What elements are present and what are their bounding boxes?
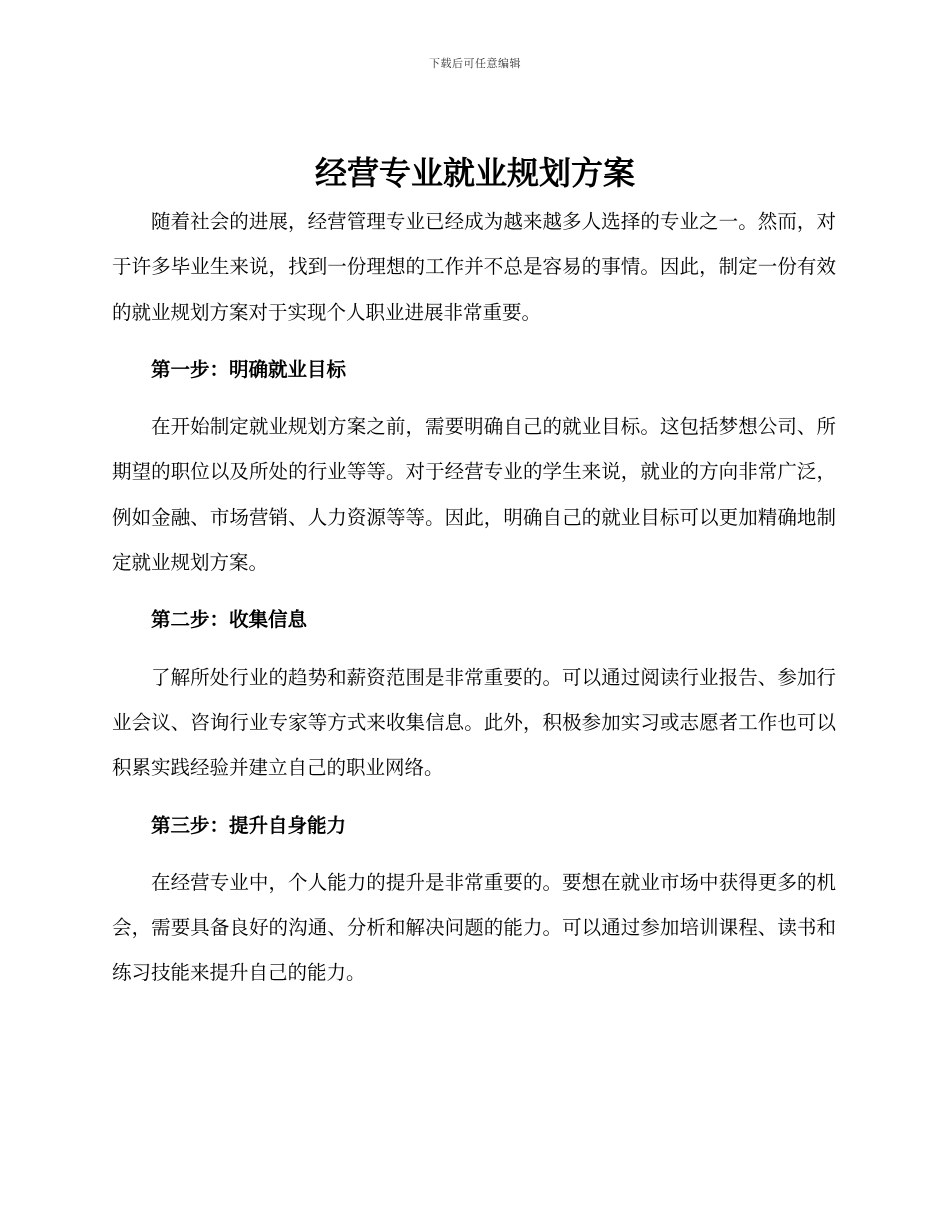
section-step-2 [112,597,836,790]
section-paragraph: 了解所处行业的趋势和薪资范围是非常重要的。可以通过阅读行业报告、参加行业会议、咨询行业专家等方式来收集信息。此外，积极参加实习或志愿者工作也可以积累实践经验并建立自己的职业网络。 [112,665,836,780]
intro-paragraph: 随着社会的进展，经营管理专业已经成为越来越多人选择的专业之一。然而，对于许多毕业生来说，找到一份理想的工作并不总是容易的事情。因此，制定一份有效的就业规划方案对于实现个人职业进展非常重要。 [112,210,836,324]
section-step-1 [112,347,836,585]
section-paragraph: 在开始制定就业规划方案之前，需要明确自己的就业目标。这包括梦想公司、所期望的职位以及所处的行业等等。对于经营专业的学生来说，就业的方向非常广泛，例如金融、市场营销、人力资源等等。因此，明确自己的就业目标可以更加精确地制定就业规划方案。 [112,415,836,575]
section-heading: 第一步：明确就业目标 [151,357,347,381]
section-paragraph: 在经营专业中，个人能力的提升是非常重要的。要想在就业市场中获得更多的机会，需要具备良好的沟通、分析和解决问题的能力。可以通过参加培训课程、读书和练习技能来提升自己的能力。 [112,870,836,985]
section-heading: 第二步：收集信息 [151,608,308,632]
section-heading: 第三步：提升自身能力 [151,813,347,837]
page-header-note: 下载后可任意编辑 [429,57,521,70]
section-step-3 [112,803,836,996]
document-body [112,199,836,996]
document-title: 经营专业就业规划方案 [314,154,635,192]
